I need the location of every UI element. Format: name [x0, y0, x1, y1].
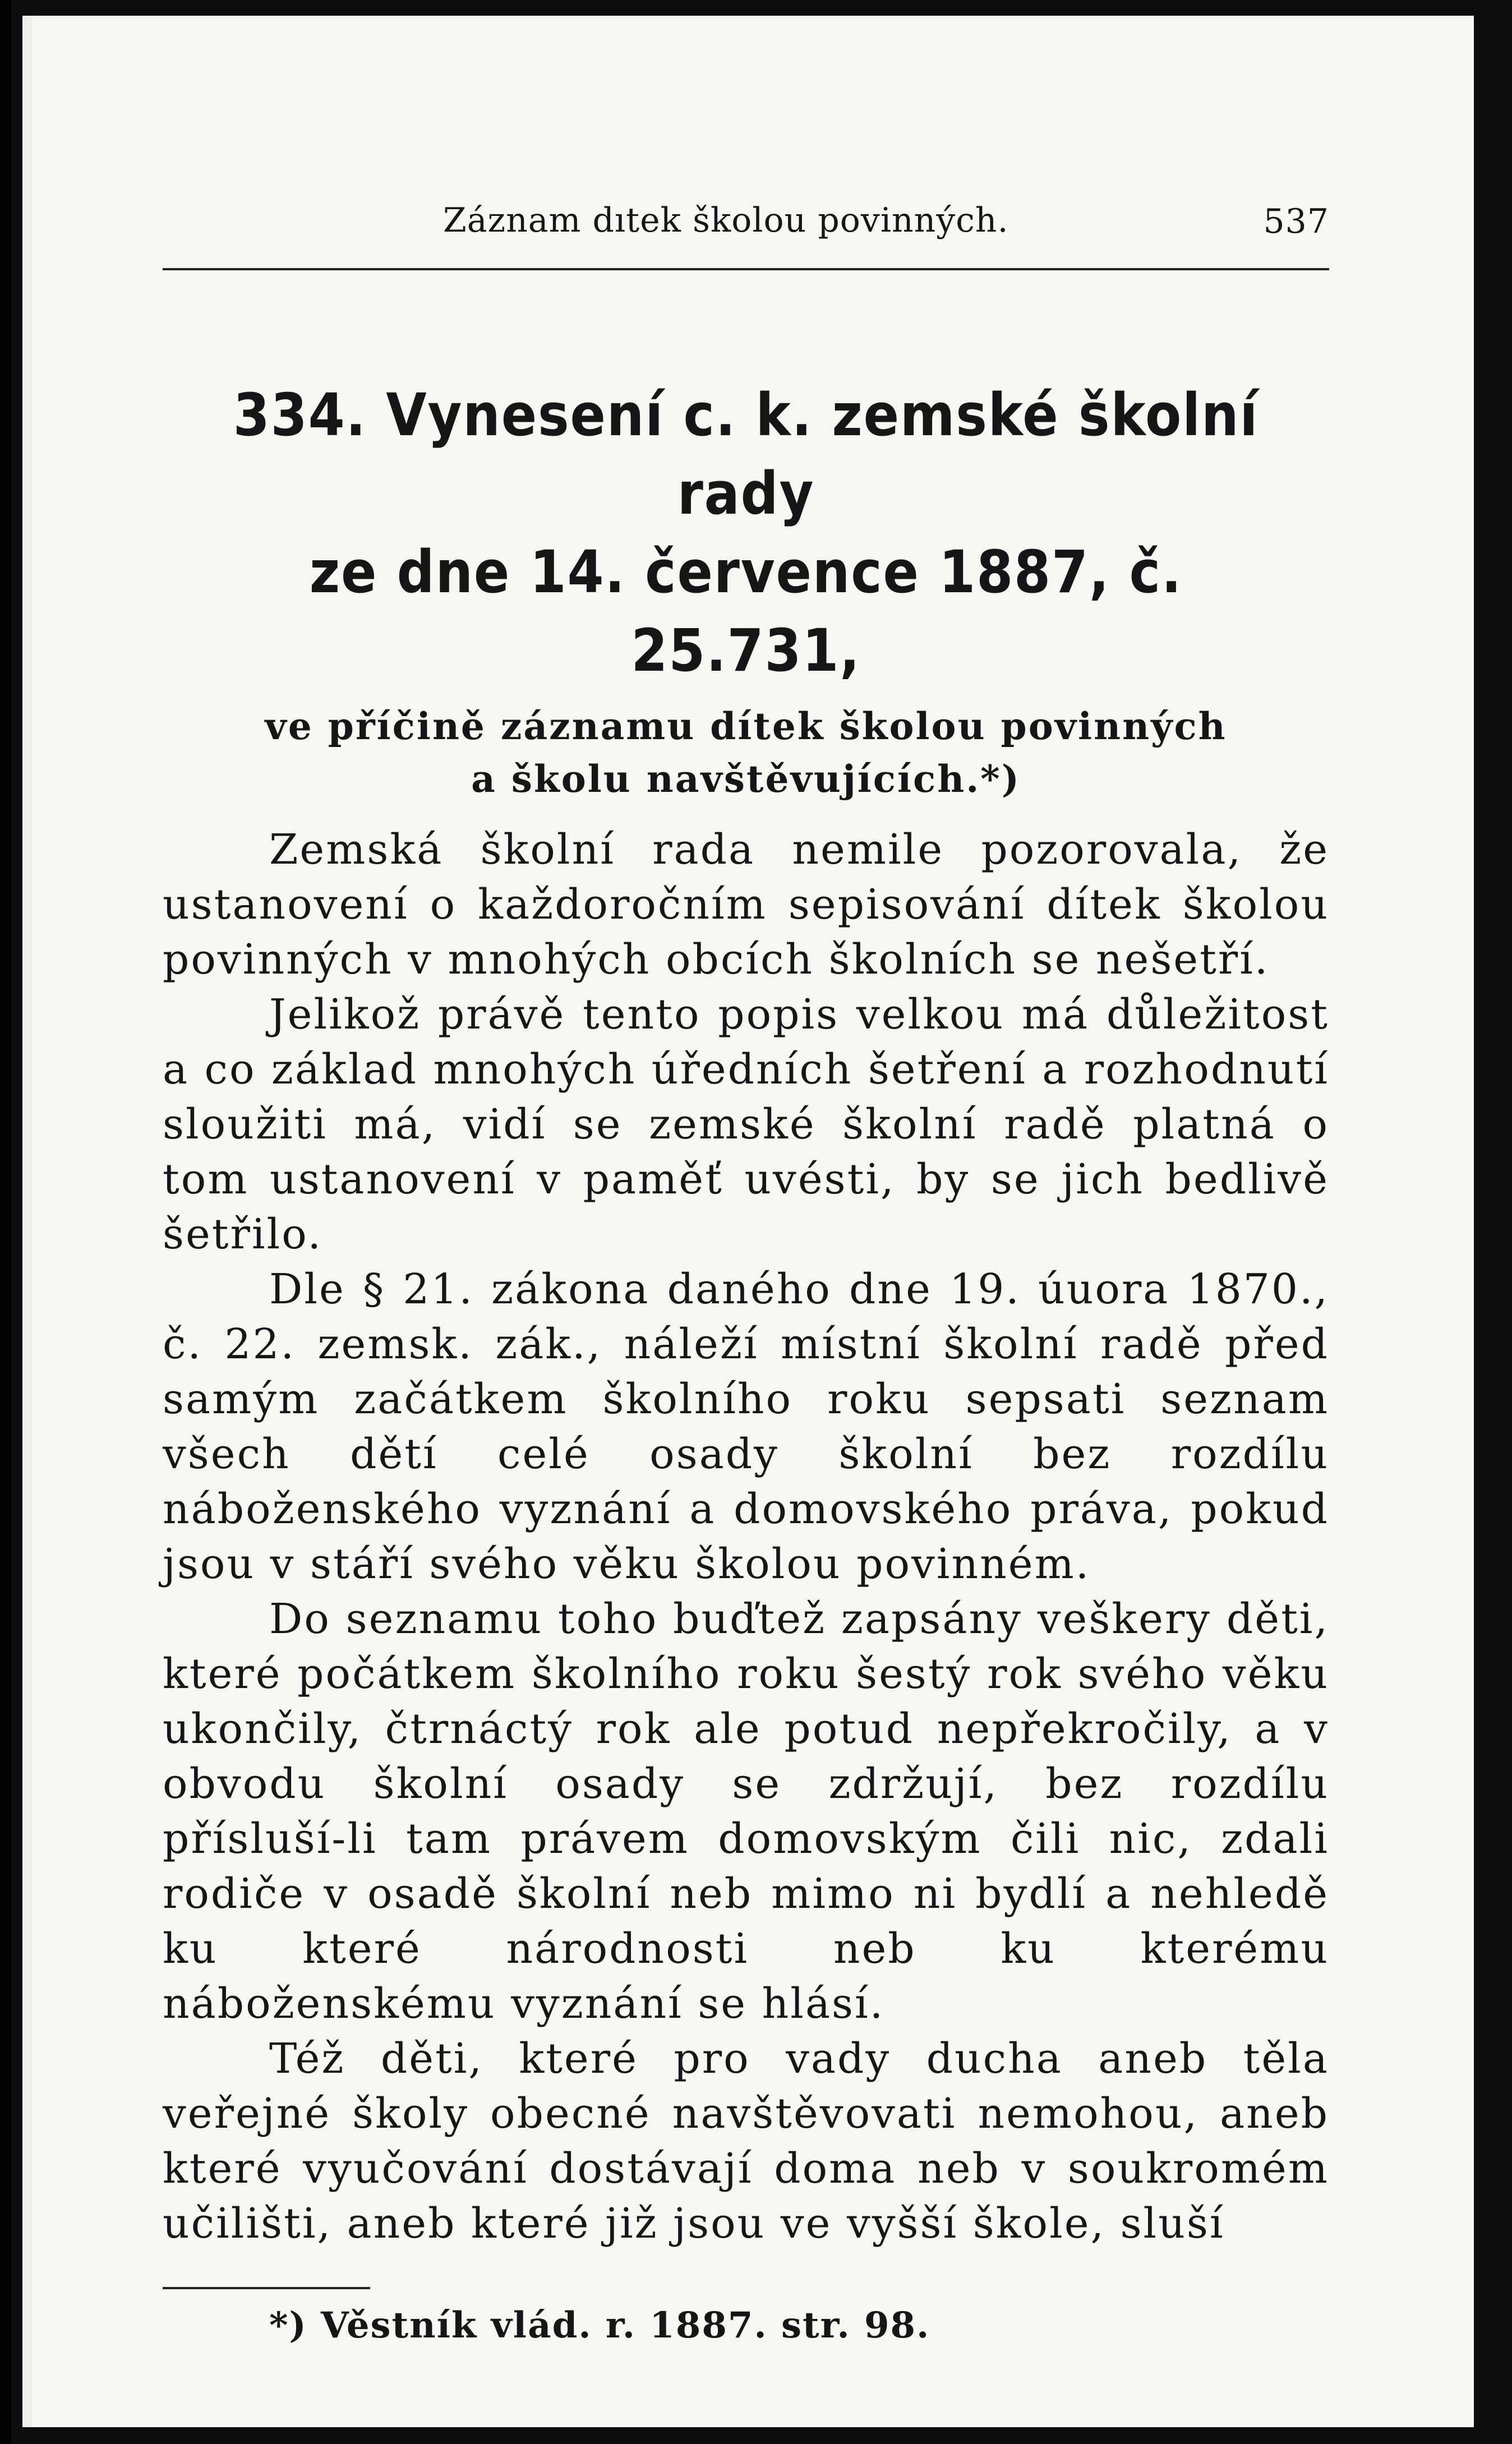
- paragraph-3: Dle § 21. zákona daného dne 19. úuora 1870., č. 22. zemsk. zák., náleží místní školní radě před samým začátkem školního roku sepsati seznam všech dětí celé osady školní bez rozdílu náboženského vyznání a domovského práva, pokud jsou v stáří svého věku školou povinném.: [163, 1265, 1329, 1588]
- book-page: [22, 16, 1474, 2427]
- running-head-title: Záznam dıtek školou povinných.: [443, 201, 1009, 240]
- scan-left-edge: [0, 0, 11, 2444]
- subheading-line-2: a školu navštěvujících.*): [471, 757, 1021, 801]
- paragraph-2: Jelikož právě tento popis velkou má důležitost a co základ mnohých úředních šetření a rozhodnutí sloužiti má, vidí se zemské školní radě platná o tom ustanovení v paměť uvésti, by se jich bedlivě šetřilo.: [163, 990, 1329, 1258]
- footnote: *) Věstník vlád. r. 1887. str. 98.: [269, 2304, 930, 2346]
- paragraph-5: Též děti, které pro vady ducha aneb těla veřejné školy obecné navštěvovati nemohou, aneb které vyučování dostávají doma neb v soukromém učilišti, aneb které již jsou ve vyšší škole, sluší: [163, 2035, 1329, 2248]
- running-head: [163, 184, 1329, 270]
- page-number: 537: [1263, 202, 1329, 241]
- body-text: [163, 822, 1329, 2251]
- subheading-line-1: ve příčině záznamu dítek školou povinných: [265, 704, 1227, 748]
- document-heading: [221, 376, 1271, 690]
- heading-line-2: ze dne 14. července 1887, č. 25.731,: [309, 538, 1183, 685]
- footnote-divider: [163, 2287, 370, 2289]
- page-content: [163, 184, 1329, 2351]
- document-subheading: [163, 700, 1329, 805]
- paragraph-1: Zemská školní rada nemile pozorovala, že ustanovení o každoročním sepisování dítek školou povinných v mnohých obcích školních se nešetří.: [163, 826, 1329, 984]
- heading-line-1: 334. Vynesení c. k. zemské školní rady: [233, 381, 1259, 528]
- paragraph-4: Do seznamu toho buďtež zapsány veškery děti, které počátkem školního roku šestý rok svého věku ukončily, čtrnáctý rok ale potud nepřekročily, a v obvodu školní osady se zdržují, bez rozdílu přísluší-li tam právem domovským čili nic, zdali rodiče v osadě školní neb mimo ni bydlí a nehledě ku které národnosti neb ku kterému náboženskému vyznání se hlásí.: [163, 1595, 1329, 2028]
